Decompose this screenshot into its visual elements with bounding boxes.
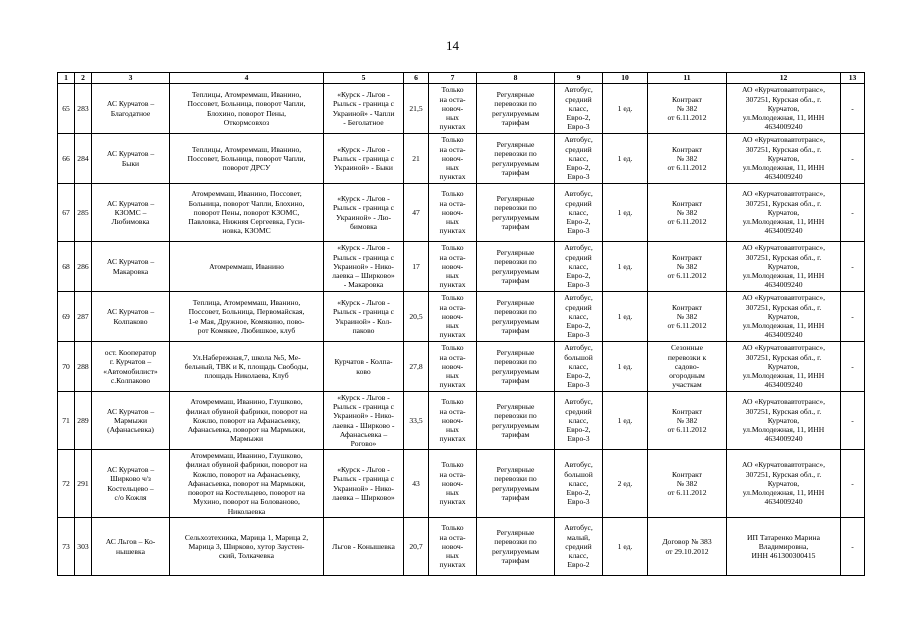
contract-cell: Контракт № 382 от 6.11.2012 [648,292,727,342]
transport-type-cell: Регулярные перевозки по регулируемым тарифам [477,84,555,134]
transport-type-cell: Регулярные перевозки по регулируемым тарифам [477,184,555,242]
route-number-cell: 65 [58,84,75,134]
route-number-cell: 68 [58,242,75,292]
length-cell: 21 [404,134,429,184]
vehicle-class-cell: Автобус, средний класс, Евро-2, Евро-3 [555,184,603,242]
route-name-cell: АС Курчатов – Быки [92,134,170,184]
table-row [58,292,865,342]
contract-cell: Контракт № 382 от 6.11.2012 [648,184,727,242]
vehicle-class-cell: Автобус, средний класс, Евро-2, Евро-3 [555,134,603,184]
vehicle-count-cell: 1 ед. [603,392,648,450]
column-header: 5 [324,73,404,84]
stop-procedure-cell: Только на оста- новоч- ных пунктах [429,84,477,134]
contract-cell: Контракт № 382 от 6.11.2012 [648,450,727,518]
contract-cell: Договор № 383 от 29.10.2012 [648,518,727,576]
vehicle-count-cell: 1 ед. [603,134,648,184]
stops-cell: Теплица, Атомреммаш, Иванино, Поссовет, Больница, Первомайская, 1-е Мая, Дружное, Комякино, пово- рот Комякее, Любишкое, клуб [170,292,324,342]
streets-cell: Курчатов - Колпа- ково [324,342,404,392]
vehicle-class-cell: Автобус, средний класс, Евро-2, Евро-3 [555,292,603,342]
transport-type-cell: Регулярные перевозки по регулируемым тарифам [477,292,555,342]
stop-procedure-cell: Только на оста- новоч- ных пунктах [429,134,477,184]
stop-procedure-cell: Только на оста- новоч- ных пунктах [429,292,477,342]
route-number-cell: 73 [58,518,75,576]
carrier-cell: АО «Курчатовавтотранс», 307251, Курская обл., г. Курчатов, ул.Молодежная, 11, ИНН 4634009240 [727,242,841,292]
column-header: 9 [555,73,603,84]
notes-cell: - [841,84,865,134]
stops-cell: Теплицы, Атомреммаш, Иванино, Поссовет, Больница, поворот Чапли, Блохино, поворот Пены, Откормсовхоз [170,84,324,134]
carrier-cell: АО «Курчатовавтотранс», 307251, Курская обл., г. Курчатов, ул.Молодежная, 11, ИНН 4634009240 [727,450,841,518]
contract-cell: Контракт № 382 от 6.11.2012 [648,242,727,292]
vehicle-class-cell: Автобус, малый, средний класс, Евро-2 [555,518,603,576]
notes-cell: - [841,134,865,184]
table-row [58,184,865,242]
carrier-cell: АО «Курчатовавтотранс», 307251, Курская обл., г. Курчатов, ул.Молодежная, 11, ИНН 4634009240 [727,84,841,134]
streets-cell: «Курск - Льгов - Рыльск - граница с Украиной» - Нико- лаевка – Ширково» [324,450,404,518]
carrier-cell: АО «Курчатовавтотранс», 307251, Курская обл., г. Курчатов, ул.Молодежная, 11, ИНН 4634009240 [727,342,841,392]
column-header: 2 [75,73,92,84]
notes-cell: - [841,292,865,342]
length-cell: 20,7 [404,518,429,576]
notes-cell: - [841,518,865,576]
notes-cell: - [841,392,865,450]
route-name-cell: АС Курчатов – КЗОМС – Любимовка [92,184,170,242]
transport-type-cell: Регулярные перевозки по регулируемым тарифам [477,392,555,450]
stop-procedure-cell: Только на оста- новоч- ных пунктах [429,242,477,292]
column-header: 11 [648,73,727,84]
route-name-cell: АС Курчатов – Мармыжи (Афанасьевка) [92,392,170,450]
vehicle-count-cell: 1 ед. [603,292,648,342]
stop-procedure-cell: Только на оста- новоч- ных пунктах [429,184,477,242]
registry-number-cell: 303 [75,518,92,576]
table-row [58,392,865,450]
route-name-cell: АС Курчатов – Ширково ч/з Костельцево – с/о Кожля [92,450,170,518]
stop-procedure-cell: Только на оста- новоч- ных пунктах [429,392,477,450]
column-header: 6 [404,73,429,84]
column-header: 12 [727,73,841,84]
streets-cell: «Курск - Льгов - Рыльск - граница с Украиной» - Быки [324,134,404,184]
route-number-cell: 66 [58,134,75,184]
registry-number-cell: 288 [75,342,92,392]
stops-cell: Теплицы, Атомреммаш, Иванино, Поссовет, Больница, поворот Чапли, поворот ДРСУ [170,134,324,184]
registry-number-cell: 285 [75,184,92,242]
notes-cell: - [841,342,865,392]
vehicle-count-cell: 1 ед. [603,184,648,242]
notes-cell: - [841,242,865,292]
table-row [58,242,865,292]
transport-type-cell: Регулярные перевозки по регулируемым тарифам [477,242,555,292]
streets-cell: «Курск - Льгов - Рыльск - граница с Украиной» - Кол- паково [324,292,404,342]
length-cell: 27,8 [404,342,429,392]
stops-cell: Сельхозтехника, Марица 1, Марица 2, Марица 3, Ширково, хутор Заустен- ский, Толкачевка [170,518,324,576]
streets-cell: «Курск - Льгов - Рыльск - граница с Украиной» - Нико- лаевка – Ширково» - Макаровка [324,242,404,292]
column-header: 13 [841,73,865,84]
length-cell: 21,5 [404,84,429,134]
contract-cell: Контракт № 382 от 6.11.2012 [648,134,727,184]
table-row [58,518,865,576]
table-row [58,342,865,392]
route-number-cell: 69 [58,292,75,342]
contract-cell: Контракт № 382 от 6.11.2012 [648,392,727,450]
route-number-cell: 71 [58,392,75,450]
vehicle-count-cell: 1 ед. [603,84,648,134]
route-registry-table [57,72,865,576]
route-name-cell: АС Курчатов – Макаровка [92,242,170,292]
stops-cell: Ул.Набережная,7, школа №5, Ме- бельный, ТВК и К, площадь Свободы, площадь Николаева, Клуб [170,342,324,392]
registry-number-cell: 289 [75,392,92,450]
vehicle-class-cell: Автобус, средний класс, Евро-2, Евро-3 [555,392,603,450]
column-header: 7 [429,73,477,84]
header-row [58,73,865,84]
carrier-cell: ИП Татаренко Марина Владимировна, ИНН 461300300415 [727,518,841,576]
streets-cell: «Курск - Льгов - Рыльск - граница с Украиной» - Лю- бимовка [324,184,404,242]
route-name-cell: АС Льгов – Ко- нышевка [92,518,170,576]
page-number: 14 [446,38,459,53]
registry-number-cell: 287 [75,292,92,342]
streets-cell: «Курск - Льгов - Рыльск - граница с Украиной» - Нико- лаевка - Ширково - Афанасьевка – Рогово» [324,392,404,450]
column-header: 8 [477,73,555,84]
stop-procedure-cell: Только на оста- новоч- ных пунктах [429,342,477,392]
notes-cell: - [841,184,865,242]
contract-cell: Контракт № 382 от 6.11.2012 [648,84,727,134]
route-name-cell: ост. Кооператор г. Курчатов – «Автомобилист» с.Колпаково [92,342,170,392]
notes-cell: - [841,450,865,518]
column-header: 3 [92,73,170,84]
route-number-cell: 70 [58,342,75,392]
carrier-cell: АО «Курчатовавтотранс», 307251, Курская обл., г. Курчатов, ул.Молодежная, 11, ИНН 4634009240 [727,184,841,242]
route-name-cell: АС Курчатов – Колпаково [92,292,170,342]
stops-cell: Атомреммаш, Иванино, Глушково, филиал обувной фабрики, поворот на Кожлю, поворот на Афанасьевку, Афанасьевка, поворот на Мармыжи, Мармыжи [170,392,324,450]
route-number-cell: 72 [58,450,75,518]
transport-type-cell: Регулярные перевозки по регулируемым тарифам [477,518,555,576]
carrier-cell: АО «Курчатовавтотранс», 307251, Курская обл., г. Курчатов, ул.Молодежная, 11, ИНН 4634009240 [727,134,841,184]
vehicle-class-cell: Автобус, средний класс, Евро-2, Евро-3 [555,84,603,134]
streets-cell: Льгов - Конышевка [324,518,404,576]
table-row [58,134,865,184]
column-header: 10 [603,73,648,84]
length-cell: 20,5 [404,292,429,342]
vehicle-count-cell: 2 ед. [603,450,648,518]
length-cell: 47 [404,184,429,242]
length-cell: 17 [404,242,429,292]
length-cell: 43 [404,450,429,518]
vehicle-count-cell: 1 ед. [603,242,648,292]
stops-cell: Атомреммаш, Иванино [170,242,324,292]
transport-type-cell: Регулярные перевозки по регулируемым тарифам [477,450,555,518]
carrier-cell: АО «Курчатовавтотранс», 307251, Курская обл., г. Курчатов, ул.Молодежная, 11, ИНН 4634009240 [727,392,841,450]
stop-procedure-cell: Только на оста- новоч- ных пунктах [429,518,477,576]
contract-cell: Сезонные перевозки к садово- огородным участкам [648,342,727,392]
table-row [58,450,865,518]
vehicle-class-cell: Автобус, средний класс, Евро-2, Евро-3 [555,242,603,292]
vehicle-count-cell: 1 ед. [603,518,648,576]
length-cell: 33,5 [404,392,429,450]
transport-type-cell: Регулярные перевозки по регулируемым тарифам [477,342,555,392]
vehicle-class-cell: Автобус, большой класс, Евро-2, Евро-3 [555,450,603,518]
registry-number-cell: 283 [75,84,92,134]
stop-procedure-cell: Только на оста- новоч- ных пунктах [429,450,477,518]
registry-number-cell: 291 [75,450,92,518]
vehicle-class-cell: Автобус, большой класс, Евро-2, Евро-3 [555,342,603,392]
column-header: 4 [170,73,324,84]
column-header: 1 [58,73,75,84]
route-number-cell: 67 [58,184,75,242]
carrier-cell: АО «Курчатовавтотранс», 307251, Курская обл., г. Курчатов, ул.Молодежная, 11, ИНН 4634009240 [727,292,841,342]
vehicle-count-cell: 1 ед. [603,342,648,392]
streets-cell: «Курск - Льгов - Рыльск - граница с Украиной» - Чапли - Беголатное [324,84,404,134]
stops-cell: Атомреммаш, Иванино, Глушково, филиал обувной фабрики, поворот на Кожлю, поворот на Афанасьевку, Афанасьевка, поворот на Мармыжи, поворот на Костельцево, поворот на Мухино, поворот на Болованово, Николаевка [170,450,324,518]
registry-number-cell: 286 [75,242,92,292]
route-name-cell: АС Курчатов – Благодатное [92,84,170,134]
table-row [58,84,865,134]
stops-cell: Атомреммаш, Иванино, Поссовет, Больница, поворот Чапли, Блохино, поворот Пены, поворот КЗОМС, Павловка, Нижняя Сергеевка, Гуси- новка, КЗОМС [170,184,324,242]
registry-number-cell: 284 [75,134,92,184]
transport-type-cell: Регулярные перевозки по регулируемым тарифам [477,134,555,184]
